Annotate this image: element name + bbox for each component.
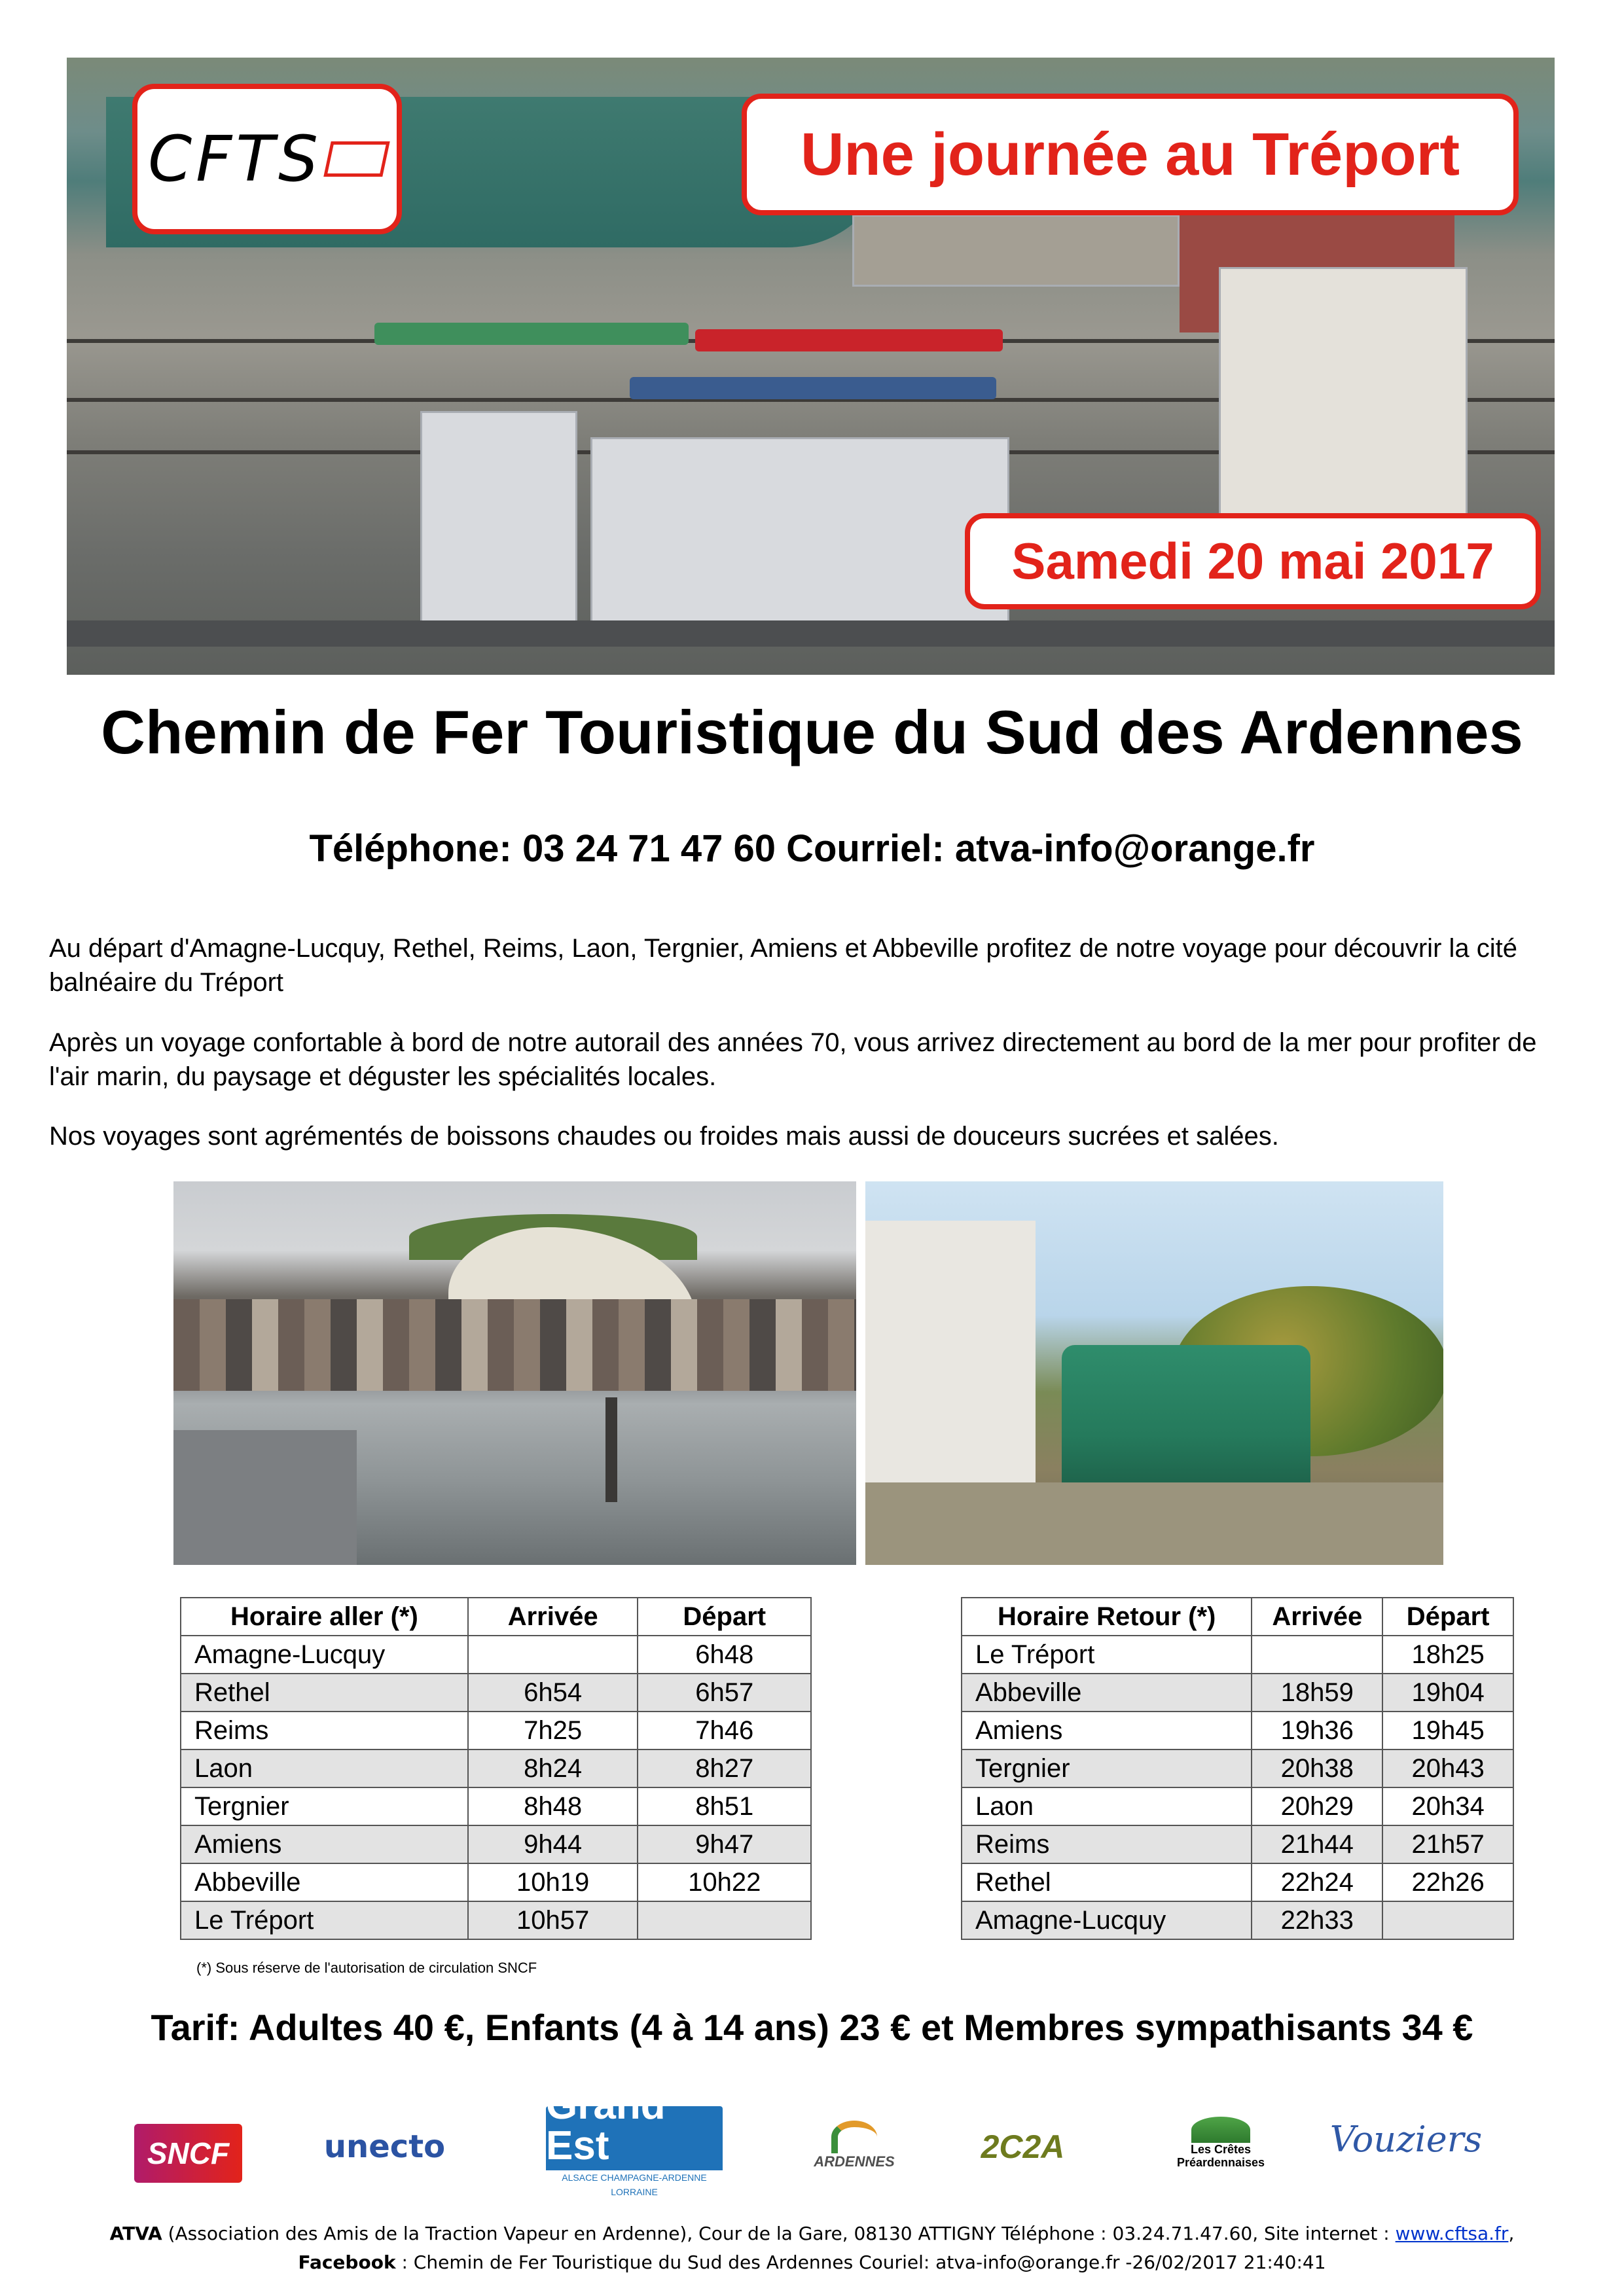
title-banner (742, 94, 1519, 215)
arrival-cell: 22h24 (1252, 1863, 1382, 1901)
table-row (962, 1749, 1513, 1787)
quay-wall (173, 1430, 357, 1565)
table-header (181, 1598, 811, 1636)
logo-mark-icon (323, 141, 389, 177)
arrival-cell: 7h25 (468, 1712, 638, 1749)
org-details: (Association des Amis de la Traction Vapeur en Ardenne), Cour de la Gare, 08130 ATTIGNY Téléphone : 03.24.71.47.60, Site internet : (162, 2223, 1396, 2244)
ardennes-logo-text: ARDENNES (814, 2153, 895, 2170)
cretes-preardennaises-logo (1172, 2104, 1270, 2182)
arrival-cell: 9h44 (468, 1825, 638, 1863)
logo-text: CFTS (148, 122, 322, 196)
station-platform (865, 1482, 1443, 1565)
table-row (181, 1712, 811, 1749)
town-facade (173, 1299, 856, 1391)
arrival-cell: 19h36 (1252, 1712, 1382, 1749)
unecto-logo (323, 2117, 446, 2176)
facebook-details: : Chemin de Fer Touristique du Sud des Ardennes Couriel: atva-info@orange.fr -26/02/2017 21:40:41 (395, 2251, 1326, 2273)
col-header: Horaire aller (*) (181, 1598, 468, 1636)
event-title: Une journée au Tréport (800, 120, 1460, 188)
timetable-note: (*) Sous réserve de l'autorisation de circulation SNCF (196, 1960, 537, 1976)
arrival-cell: 8h48 (468, 1787, 638, 1825)
col-header: Arrivée (1252, 1598, 1382, 1636)
station-cell: Amiens (181, 1825, 468, 1863)
table-row (181, 1674, 811, 1712)
ardennes-logo (802, 2106, 907, 2185)
footer-line-1 (0, 2220, 1624, 2248)
departure-cell: 19h04 (1382, 1674, 1513, 1712)
train-green (374, 323, 689, 345)
table-row (181, 1749, 811, 1787)
arrival-cell (1252, 1636, 1382, 1674)
table-row (181, 1901, 811, 1939)
departure-cell: 8h51 (638, 1787, 811, 1825)
tarif-line: Tarif: Adultes 40 €, Enfants (4 à 14 ans) 23 € et Membres sympathisants 34 € (151, 2007, 1473, 2048)
station-cell: Laon (181, 1749, 468, 1787)
col-header: Départ (638, 1598, 811, 1636)
vouziers-logo (1329, 2106, 1483, 2172)
table-row (962, 1674, 1513, 1712)
table-row (181, 1636, 811, 1674)
station-cell: Tergnier (962, 1749, 1252, 1787)
arrival-cell: 18h59 (1252, 1674, 1382, 1712)
table-row (962, 1863, 1513, 1901)
departure-cell: 9h47 (638, 1825, 811, 1863)
footer-comma: , (1508, 2223, 1515, 2244)
departure-cell: 20h43 (1382, 1749, 1513, 1787)
arrival-cell: 20h38 (1252, 1749, 1382, 1787)
arrival-cell: 6h54 (468, 1674, 638, 1712)
intro-paragraph: Au départ d'Amagne-Lucquy, Rethel, Reims, Laon, Tergnier, Amiens et Abbeville profitez de notre voyage pour découvrir la cité balnéaire du Tréport (49, 934, 1517, 997)
cftsa-logo (132, 84, 402, 234)
station-cell: Amagne-Lucquy (181, 1636, 468, 1674)
apartment-building (420, 411, 577, 627)
station-cell: Le Tréport (181, 1901, 468, 1939)
station-cell: Amiens (962, 1712, 1252, 1749)
return-timetable (961, 1597, 1514, 1940)
departure-cell: 20h34 (1382, 1787, 1513, 1825)
table-row (962, 1825, 1513, 1863)
sncf-logo-text: SNCF (147, 2136, 230, 2170)
arrival-cell: 8h24 (468, 1749, 638, 1787)
event-date: Samedi 20 mai 2017 (1011, 532, 1494, 590)
main-title: Chemin de Fer Touristique du Sud des Ardennes (101, 698, 1523, 766)
departure-cell: 18h25 (1382, 1636, 1513, 1674)
arrival-cell: 21h44 (1252, 1825, 1382, 1863)
green-railcar (1062, 1345, 1310, 1496)
station-cell: Le Tréport (962, 1636, 1252, 1674)
departure-cell: 6h57 (638, 1674, 811, 1712)
unecto-logo-text: unecto (323, 2128, 446, 2165)
comfort-paragraph: Après un voyage confortable à bord de notre autorail des années 70, vous arrivez directement au bord de la mer pour profiter de l'air marin, du paysage et déguster les spécialités locales. (49, 1028, 1537, 1091)
date-banner (965, 513, 1541, 609)
refreshments-paragraph: Nos voyages sont agrémentés de boissons chaudes ou froides mais aussi de douceurs sucrées et salées. (49, 1122, 1279, 1151)
station-cell: Reims (181, 1712, 468, 1749)
departure-cell: 10h22 (638, 1863, 811, 1901)
table-row (962, 1712, 1513, 1749)
arrival-cell: 10h57 (468, 1901, 638, 1939)
station-building (1219, 267, 1468, 529)
departure-cell: 7h46 (638, 1712, 811, 1749)
departure-cell (638, 1901, 811, 1939)
departure-cell: 6h48 (638, 1636, 811, 1674)
arrival-cell: 22h33 (1252, 1901, 1382, 1939)
mooring-post (605, 1397, 617, 1502)
station-cell: Laon (962, 1787, 1252, 1825)
hills-icon (1191, 2117, 1250, 2143)
road (67, 620, 1555, 647)
railcar-station-photo (865, 1181, 1443, 1565)
station-cell: Abbeville (962, 1674, 1252, 1712)
station-cell: Rethel (181, 1674, 468, 1712)
table-row (181, 1825, 811, 1863)
cretes-logo-text: Les Crêtes Préardennaises (1176, 2143, 1265, 2169)
arrival-cell: 10h19 (468, 1863, 638, 1901)
departure-cell: 22h26 (1382, 1863, 1513, 1901)
station-house (865, 1221, 1036, 1496)
station-cell: Abbeville (181, 1863, 468, 1901)
col-header: Départ (1382, 1598, 1513, 1636)
table-header (962, 1598, 1513, 1636)
ardennes-mark-icon (831, 2121, 877, 2153)
col-header: Horaire Retour (*) (962, 1598, 1252, 1636)
col-header: Arrivée (468, 1598, 638, 1636)
2c2a-logo-text: 2C2A (981, 2128, 1065, 2165)
departure-cell: 8h27 (638, 1749, 811, 1787)
vouziers-logo-text: Vouziers (1329, 2118, 1483, 2160)
station-cell: Reims (962, 1825, 1252, 1863)
departure-cell: 21h57 (1382, 1825, 1513, 1863)
departure-cell: 19h45 (1382, 1712, 1513, 1749)
warehouse (852, 215, 1180, 287)
grand-est-logo (546, 2083, 723, 2197)
org-abbr: ATVA (109, 2223, 162, 2244)
sncf-logo (134, 2124, 242, 2183)
departure-cell (1382, 1901, 1513, 1939)
website-link[interactable]: www.cftsa.fr (1395, 2223, 1509, 2244)
grand-est-logo-subtext: ALSACE CHAMPAGNE-ARDENNE LORRAINE (546, 2170, 723, 2199)
train-blue (630, 377, 996, 399)
table-row (181, 1863, 811, 1901)
table-row (962, 1636, 1513, 1674)
table-row (962, 1787, 1513, 1825)
arrival-cell: 20h29 (1252, 1787, 1382, 1825)
apartment-building (590, 437, 1009, 634)
grand-est-logo-text: Grand Est (546, 2083, 666, 2168)
train-red (695, 329, 1003, 351)
facebook-label: Facebook (298, 2251, 396, 2273)
station-cell: Rethel (962, 1863, 1252, 1901)
table-row (962, 1901, 1513, 1939)
outbound-timetable (180, 1597, 812, 1940)
arrival-cell (468, 1636, 638, 1674)
treport-harbour-photo (173, 1181, 856, 1565)
table-row (181, 1787, 811, 1825)
station-cell: Tergnier (181, 1787, 468, 1825)
station-cell: Amagne-Lucquy (962, 1901, 1252, 1939)
2c2a-logo (975, 2117, 1070, 2176)
footer-line-2 (0, 2249, 1624, 2276)
contact-line: Téléphone: 03 24 71 47 60 Courriel: atva-info@orange.fr (309, 827, 1315, 870)
